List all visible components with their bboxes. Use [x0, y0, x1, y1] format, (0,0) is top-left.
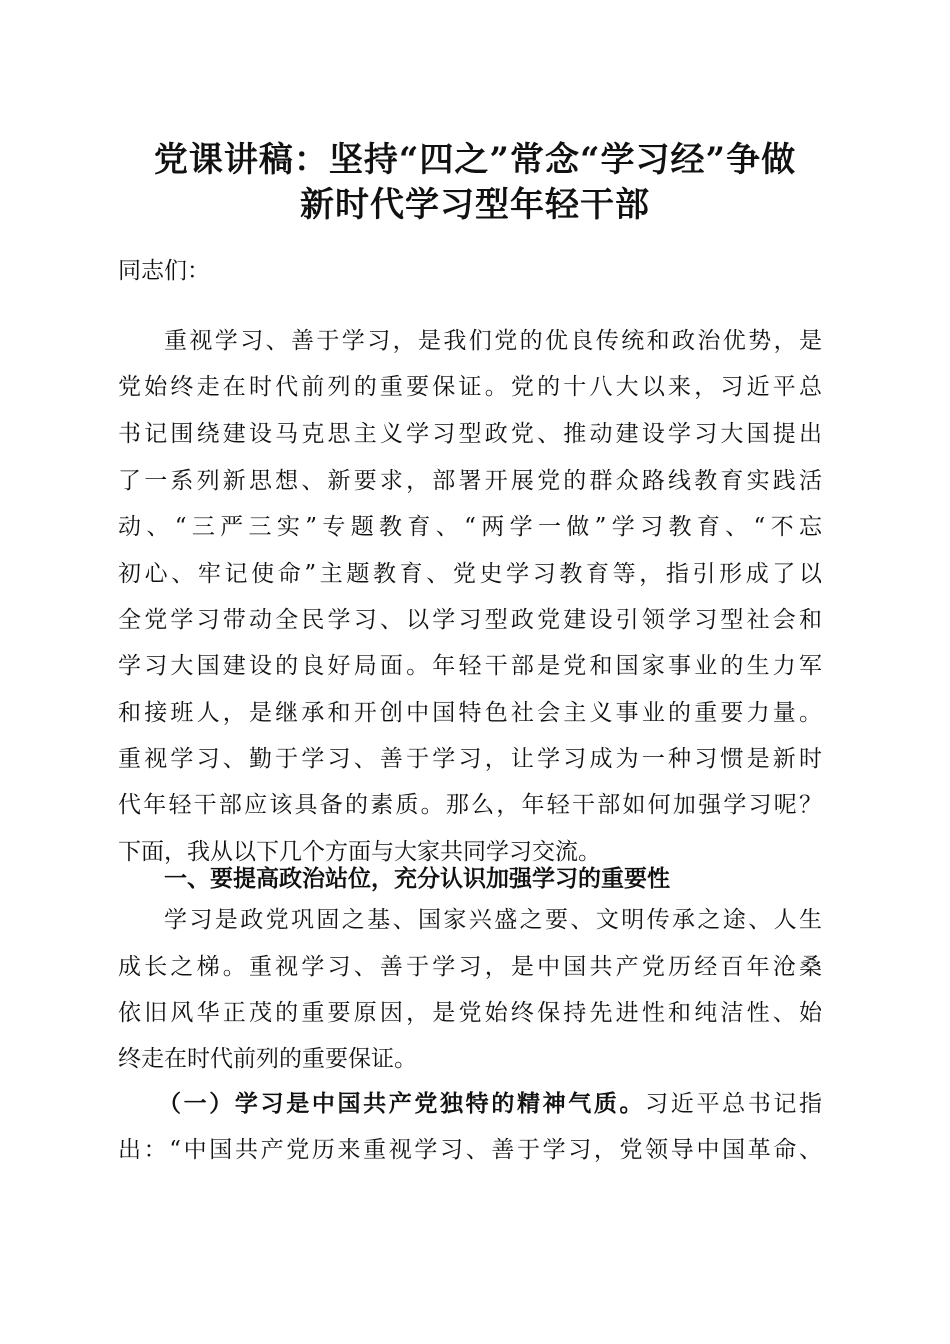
- text-line: 成长之梯。重视学习、善于学习，是中国共产党历经百年沧桑: [118, 954, 822, 980]
- text-line: 学习大国建设的良好局面。年轻干部是党和国家事业的生力军: [118, 653, 822, 679]
- text-line: 书记围绕建设马克思主义学习型政党、推动建设学习大国提出: [118, 421, 822, 447]
- text-line: 党始终走在时代前列的重要保证。党的十八大以来，习近平总: [118, 374, 822, 400]
- text-line: 下面，我从以下几个方面与大家共同学习交流。: [118, 839, 601, 865]
- section-heading: 一、要提高政治站位，充分认识加强学习的重要性: [164, 866, 670, 892]
- text-line: 学习是政党巩固之基、国家兴盛之要、文明传承之途、人生: [164, 907, 822, 933]
- salutation: 同志们：: [118, 258, 210, 284]
- text-line: [118, 1089, 822, 1119]
- text-line: 依旧风华正茂的重要原因，是党始终保持先进性和纯洁性、始: [118, 1000, 822, 1026]
- text-line: 重视学习、善于学习，是我们党的优良传统和政治优势，是: [164, 328, 822, 354]
- title-line-2: 新时代学习型年轻干部: [300, 185, 650, 225]
- text-line: 动、“三严三实”专题教育、“两学一做”学习教育、“不忘: [118, 514, 822, 540]
- text-line: 和接班人，是继承和开创中国特色社会主义事业的重要力量。: [118, 700, 822, 726]
- text-line: 初心、牢记使命”主题教育、党史学习教育等，指引形成了以: [118, 561, 822, 587]
- text-line: 出：“中国共产党历来重视学习、善于学习，党领导中国革命、: [118, 1137, 822, 1163]
- text-span: 习近平总书记指: [645, 1091, 823, 1117]
- text-line: 了一系列新思想、新要求，部署开展党的群众路线教育实践活: [118, 468, 822, 494]
- text-line: 代年轻干部应该具备的素质。那么，年轻干部如何加强学习呢？: [118, 792, 822, 818]
- text-line: 全党学习带动全民学习、以学习型政党建设引领学习型社会和: [118, 607, 822, 633]
- text-line: 重视学习、勤于学习、善于学习，让学习成为一种习惯是新时: [118, 746, 822, 772]
- subsection-heading: （一）学习是中国共产党独特的精神气质。: [158, 1090, 646, 1117]
- title-line-1: 党课讲稿：坚持“四之”常念“学习经”争做: [153, 140, 797, 180]
- text-line: 终走在时代前列的重要保证。: [118, 1046, 417, 1072]
